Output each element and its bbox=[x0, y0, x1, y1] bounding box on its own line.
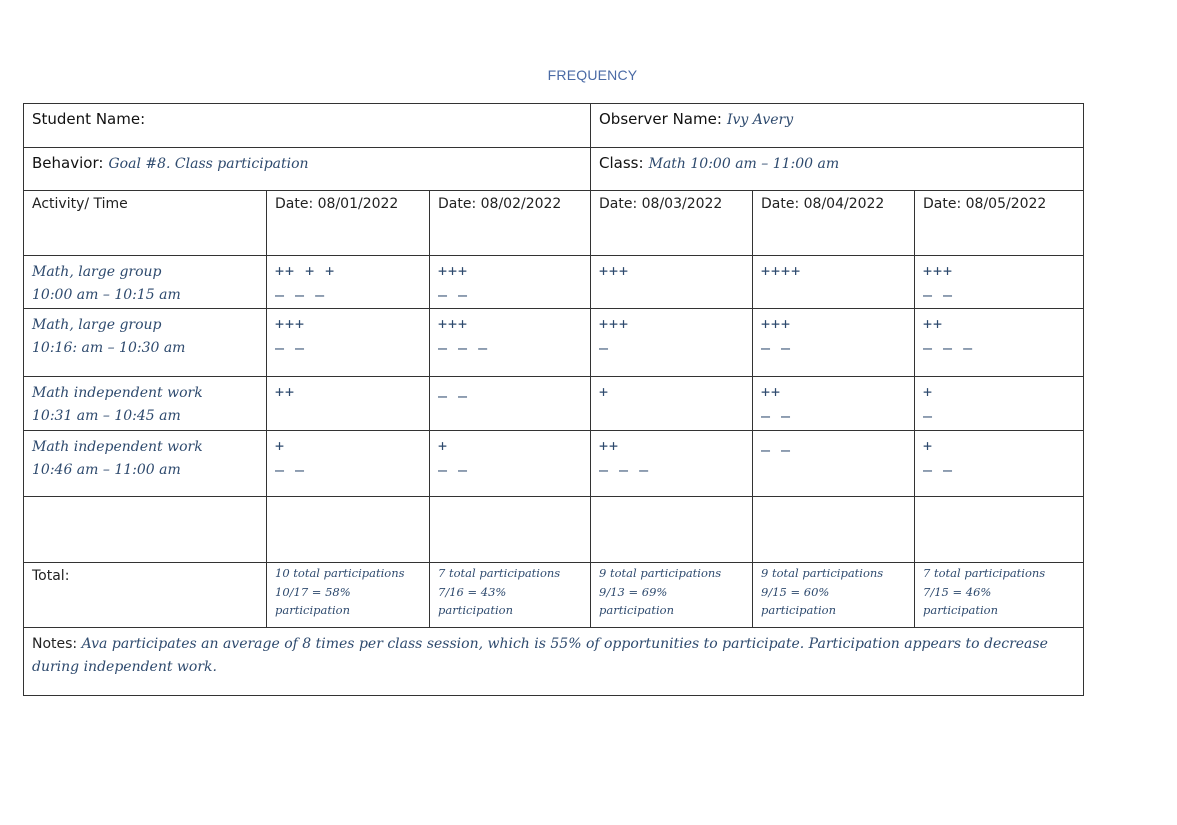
plus-tally: + bbox=[438, 437, 449, 455]
total-count: 7 total participations bbox=[923, 566, 1046, 580]
tally-cell bbox=[430, 431, 591, 497]
plus-tally: + bbox=[275, 437, 286, 455]
empty-cell bbox=[591, 497, 753, 563]
empty-cell bbox=[267, 497, 430, 563]
activity-time: 10:31 am – 10:45 am bbox=[32, 408, 181, 424]
minus-tally: – – bbox=[923, 461, 954, 479]
behavior-label: Behavior: bbox=[32, 154, 104, 172]
empty-cell bbox=[753, 497, 915, 563]
total-word: participation bbox=[275, 603, 350, 617]
tally-cell bbox=[591, 431, 753, 497]
plus-tally: ++++ bbox=[761, 262, 802, 280]
tally-cell bbox=[753, 256, 915, 309]
table-row bbox=[24, 256, 1084, 309]
activity-name: Math, large group bbox=[32, 264, 162, 280]
activity-cell bbox=[24, 309, 267, 377]
plus-tally: +++ bbox=[438, 315, 469, 333]
column-header-row bbox=[24, 191, 1084, 256]
activity-cell bbox=[24, 431, 267, 497]
tally-cell bbox=[753, 309, 915, 377]
tally-cell bbox=[915, 377, 1084, 431]
tally-cell bbox=[430, 256, 591, 309]
tally-cell bbox=[591, 377, 753, 431]
minus-tally: – – bbox=[761, 441, 792, 459]
tally-cell bbox=[753, 431, 915, 497]
behavior-value: Goal #8. Class participation bbox=[108, 156, 309, 172]
notes-text: Ava participates an average of 8 times per class session, which is 55% of opportunities to participate. Participation appears to decrease during independent work. bbox=[32, 636, 1048, 675]
class-cell bbox=[591, 148, 1084, 191]
total-cell bbox=[267, 563, 430, 628]
tally-cell bbox=[430, 377, 591, 431]
minus-tally: – – bbox=[761, 339, 792, 357]
observer-name-value: Ivy Avery bbox=[726, 112, 794, 128]
minus-tally: – – – bbox=[438, 339, 489, 357]
total-count: 9 total participations bbox=[599, 566, 722, 580]
plus-tally: ++ bbox=[275, 383, 296, 401]
plus-tally: ++ bbox=[599, 437, 620, 455]
activity-time-header: Activity/ Time bbox=[24, 191, 267, 256]
total-ratio: 9/15 = 60% bbox=[761, 584, 830, 599]
notes-cell bbox=[24, 628, 1084, 696]
minus-tally: – bbox=[923, 407, 934, 425]
tally-cell bbox=[915, 256, 1084, 309]
plus-tally: +++ bbox=[599, 262, 630, 280]
activity-cell bbox=[24, 256, 267, 309]
total-count: 9 total participations bbox=[761, 566, 884, 580]
plus-tally: +++ bbox=[761, 315, 792, 333]
plus-tally: ++ bbox=[923, 315, 944, 333]
empty-cell bbox=[430, 497, 591, 563]
table-row bbox=[24, 377, 1084, 431]
tally-cell bbox=[753, 377, 915, 431]
behavior-row bbox=[24, 148, 1084, 191]
minus-tally: – – bbox=[275, 461, 306, 479]
observer-name-cell bbox=[591, 104, 1084, 148]
behavior-cell bbox=[24, 148, 591, 191]
total-label: Total: bbox=[24, 563, 267, 628]
plus-tally: +++ bbox=[599, 315, 630, 333]
tally-cell bbox=[267, 309, 430, 377]
plus-tally: +++ bbox=[275, 315, 306, 333]
tally-cell bbox=[267, 377, 430, 431]
minus-tally: – – bbox=[438, 286, 469, 304]
tally-cell bbox=[915, 309, 1084, 377]
minus-tally: – – bbox=[923, 286, 954, 304]
frequency-table bbox=[23, 103, 1084, 696]
form-title: FREQUENCY bbox=[547, 67, 638, 83]
class-value: Math 10:00 am – 11:00 am bbox=[648, 156, 840, 172]
total-ratio: 10/17 = 58% bbox=[275, 584, 351, 599]
tally-cell bbox=[591, 309, 753, 377]
activity-time: 10:46 am – 11:00 am bbox=[32, 462, 181, 478]
plus-tally: +++ bbox=[923, 262, 954, 280]
total-cell bbox=[430, 563, 591, 628]
minus-tally: – bbox=[599, 339, 610, 357]
tally-cell bbox=[267, 256, 430, 309]
student-name-cell bbox=[24, 104, 591, 148]
empty-cell bbox=[24, 497, 267, 563]
total-ratio: 7/16 = 43% bbox=[438, 584, 507, 599]
minus-tally: – – – bbox=[275, 286, 326, 304]
plus-tally: ++ bbox=[761, 383, 782, 401]
tally-cell bbox=[430, 309, 591, 377]
date-header: Date: 08/02/2022 bbox=[430, 191, 591, 256]
tally-cell bbox=[591, 256, 753, 309]
observer-name-label: Observer Name: bbox=[599, 110, 722, 128]
minus-tally: – – – bbox=[923, 339, 974, 357]
activity-name: Math independent work bbox=[32, 385, 203, 401]
tally-cell bbox=[267, 431, 430, 497]
date-header: Date: 08/01/2022 bbox=[267, 191, 430, 256]
total-word: participation bbox=[599, 603, 674, 617]
activity-cell bbox=[24, 377, 267, 431]
plus-tally: + bbox=[923, 383, 934, 401]
plus-tally: + bbox=[923, 437, 934, 455]
activity-name: Math, large group bbox=[32, 317, 162, 333]
notes-label: Notes: bbox=[32, 636, 78, 652]
activity-time: 10:00 am – 10:15 am bbox=[32, 287, 181, 303]
minus-tally: – – bbox=[438, 387, 469, 405]
plus-tally: + bbox=[599, 383, 610, 401]
plus-tally: ++ + + bbox=[275, 262, 336, 280]
totals-row bbox=[24, 563, 1084, 628]
total-count: 10 total participations bbox=[275, 566, 405, 580]
total-word: participation bbox=[438, 603, 513, 617]
student-name-label: Student Name: bbox=[32, 110, 146, 128]
minus-tally: – – bbox=[761, 407, 792, 425]
tally-cell bbox=[915, 431, 1084, 497]
total-ratio: 7/15 = 46% bbox=[923, 584, 992, 599]
empty-row bbox=[24, 497, 1084, 563]
date-header: Date: 08/03/2022 bbox=[591, 191, 753, 256]
total-cell bbox=[753, 563, 915, 628]
activity-name: Math independent work bbox=[32, 439, 203, 455]
minus-tally: – – bbox=[275, 339, 306, 357]
activity-time: 10:16: am – 10:30 am bbox=[32, 340, 186, 356]
empty-cell bbox=[915, 497, 1084, 563]
total-count: 7 total participations bbox=[438, 566, 561, 580]
date-header: Date: 08/05/2022 bbox=[915, 191, 1084, 256]
name-row bbox=[24, 104, 1084, 148]
notes-row bbox=[24, 628, 1084, 696]
table-row bbox=[24, 431, 1084, 497]
total-cell bbox=[915, 563, 1084, 628]
total-word: participation bbox=[923, 603, 998, 617]
table-row bbox=[24, 309, 1084, 377]
plus-tally: +++ bbox=[438, 262, 469, 280]
total-word: participation bbox=[761, 603, 836, 617]
total-cell bbox=[591, 563, 753, 628]
minus-tally: – – – bbox=[599, 461, 650, 479]
class-label: Class: bbox=[599, 154, 644, 172]
date-header: Date: 08/04/2022 bbox=[753, 191, 915, 256]
minus-tally: – – bbox=[438, 461, 469, 479]
total-ratio: 9/13 = 69% bbox=[599, 584, 668, 599]
